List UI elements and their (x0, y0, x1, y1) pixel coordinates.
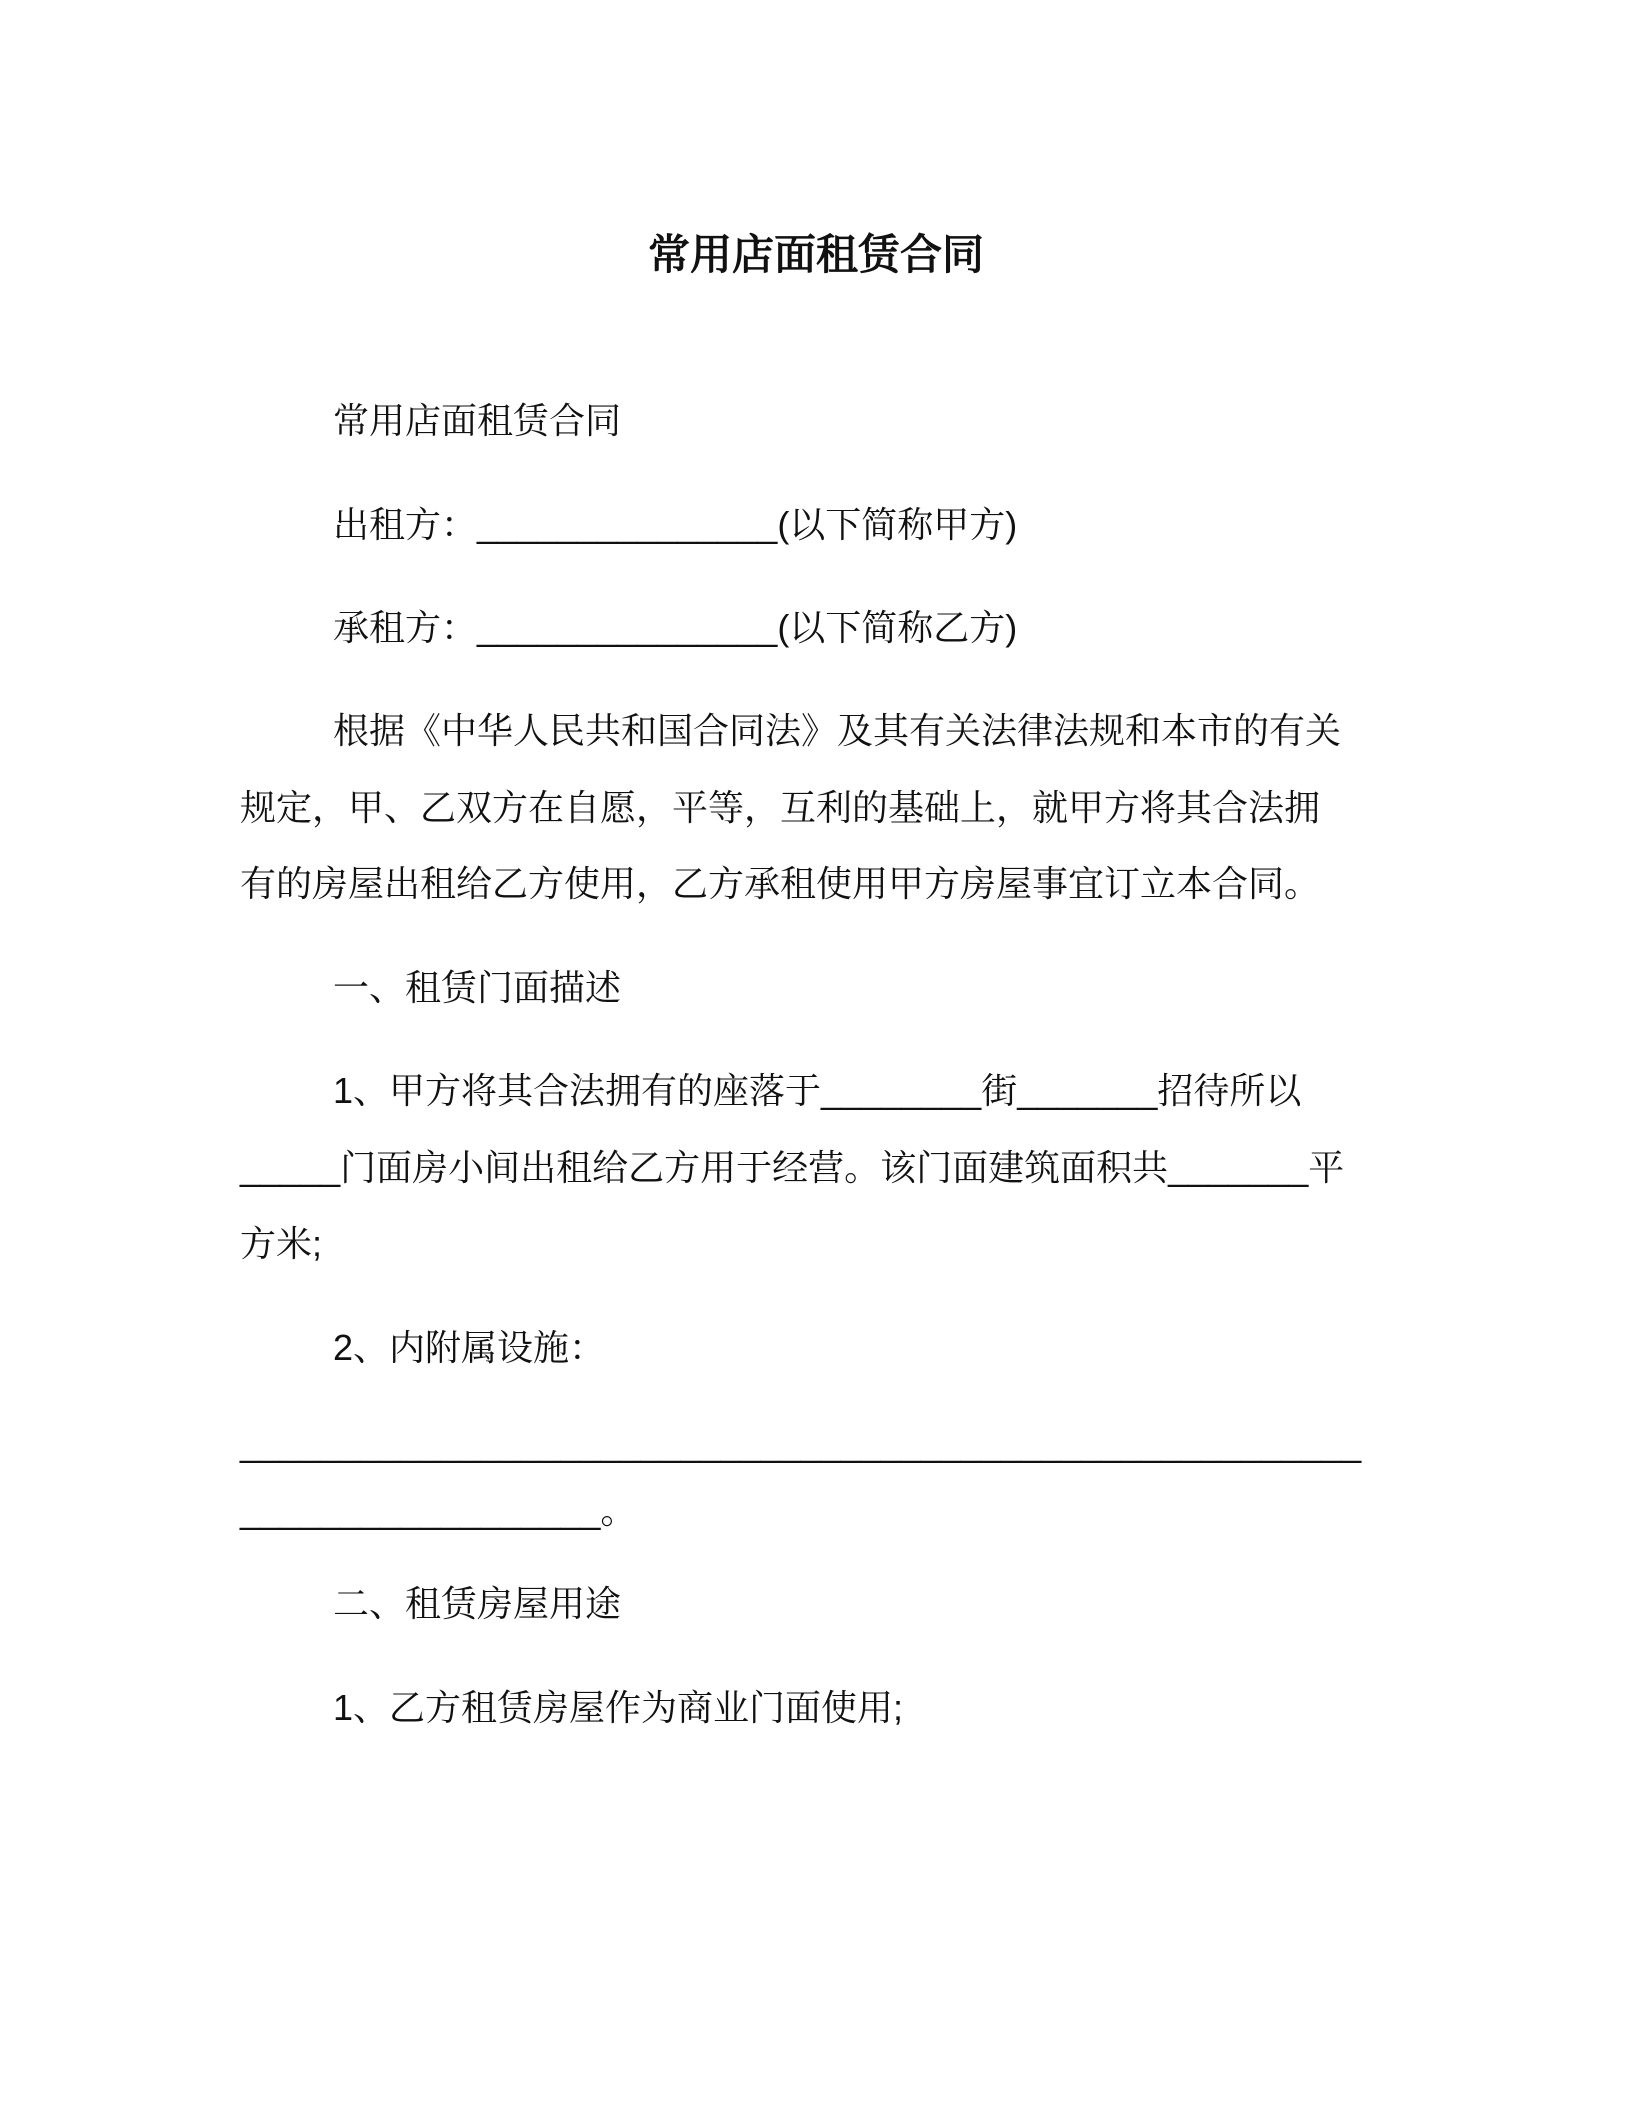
preamble-line-3: 有的房屋出租给乙方使用，乙方承租使用甲方房屋事宜订立本合同。 (240, 863, 1321, 904)
clause-1-1-line-2: _____门面房小间出租给乙方用于经营。该门面建筑面积共_______平 (240, 1147, 1345, 1188)
clause-1-1-line-1: 1、甲方将其合法拥有的座落于________街_______招待所以 (333, 1070, 1302, 1111)
section-2-heading: 二、租赁房屋用途 (333, 1583, 622, 1624)
section-1-heading: 一、租赁门面描述 (333, 967, 622, 1008)
lessor-line: 出租方：_______________(以下简称甲方) (333, 504, 1018, 545)
clause-1-2: 2、内附属设施： (333, 1327, 606, 1368)
preamble-line-2: 规定，甲、乙双方在自愿，平等，互利的基础上，就甲方将其合法拥 (240, 787, 1321, 828)
clause-1-1-line-3: 方米; (240, 1223, 323, 1264)
preamble-line-1: 根据《中华人民共和国合同法》及其有关法律法规和本市的有关 (333, 710, 1342, 751)
subtitle: 常用店面租赁合同 (333, 400, 622, 441)
facilities-blank-1: ________________________________________________________ (240, 1423, 1362, 1464)
facilities-blank-2: __________________。 (240, 1490, 637, 1531)
lessee-line: 承租方：_______________(以下简称乙方) (333, 607, 1018, 648)
clause-2-1: 1、乙方租赁房屋作为商业门面使用; (333, 1687, 904, 1728)
document-title: 常用店面租赁合同 (647, 231, 984, 278)
